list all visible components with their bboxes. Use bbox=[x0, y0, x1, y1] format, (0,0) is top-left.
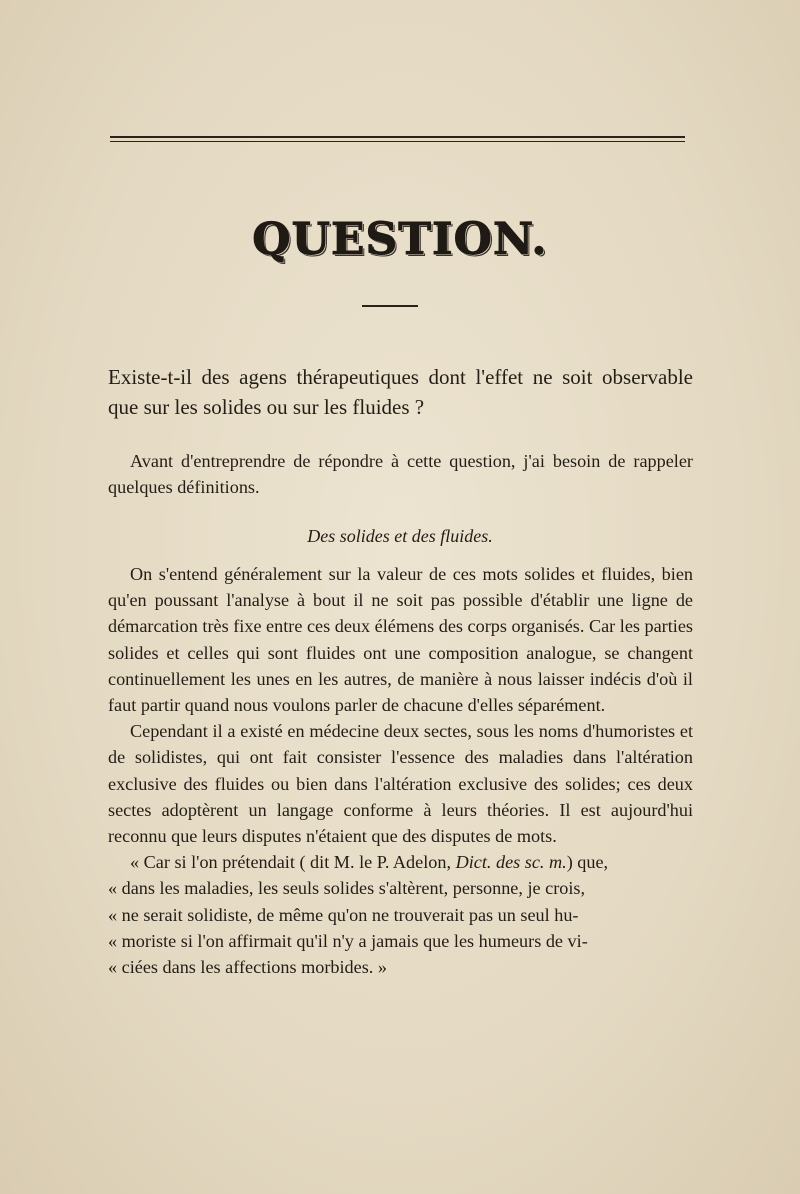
quote-line-2: « ne serait solidiste, de même qu'on ne trouverait pas un seul hu- bbox=[108, 904, 579, 925]
paragraph-2: Cependant il a existé en médecine deux sectes, sous les noms d'humoristes et de solidistes, qui ont fait consister l'essence des maladies dans l'altération exclusive des fluides ou bien dans l'altération exclusive des solides; ces deux sectes adoptèrent un langage conforme à leurs théories. Il est aujourd'hui reconnu que leurs disputes n'étaient que des disputes de mots. bbox=[108, 721, 693, 847]
quote-opening: « Car si l'on prétendait ( dit M. le P. Adelon, bbox=[130, 852, 452, 873]
section-subheading: Des solides et des fluides. bbox=[307, 526, 493, 546]
paragraph-1: On s'entend généralement sur la valeur de ces mots solides et fluides, bien qu'en poussant l'analyse à bout il ne soit pas possible d'établir une ligne de démarcation très fixe entre ces deux élémens des corps organisés. Car les parties solides et celles qui sont fluides ont une composition analogue, se changent continuellement les unes en les autres, de manière à nous laisser indécis d'où il faut partir quand nous voulons parler de chacune d'elles séparément. bbox=[108, 564, 693, 716]
quote-paragraph bbox=[108, 849, 693, 980]
top-double-rule bbox=[110, 136, 685, 142]
intro-paragraph: Avant d'entreprendre de répondre à cette question, j'ai besoin de rappeler quelques définitions. bbox=[108, 451, 693, 498]
quote-after-citation: ) que, bbox=[566, 852, 609, 873]
page-title: QUESTION. bbox=[252, 214, 548, 265]
quote-line-4: « ciées dans les affections morbides. » bbox=[108, 957, 387, 978]
quote-line-1: « dans les maladies, les seuls solides s'altèrent, personne, je crois, bbox=[108, 878, 586, 899]
question-heading: Existe-t-il des agens thérapeutiques dont l'effet ne soit observable que sur les solides ou sur les fluides ? bbox=[108, 365, 693, 419]
quote-citation: Dict. des sc. m. bbox=[455, 852, 567, 873]
quote-line-3: « moriste si l'on affirmait qu'il n'y a jamais que les humeurs de vi- bbox=[108, 930, 588, 951]
section-body bbox=[108, 561, 693, 980]
title-divider bbox=[362, 305, 418, 307]
